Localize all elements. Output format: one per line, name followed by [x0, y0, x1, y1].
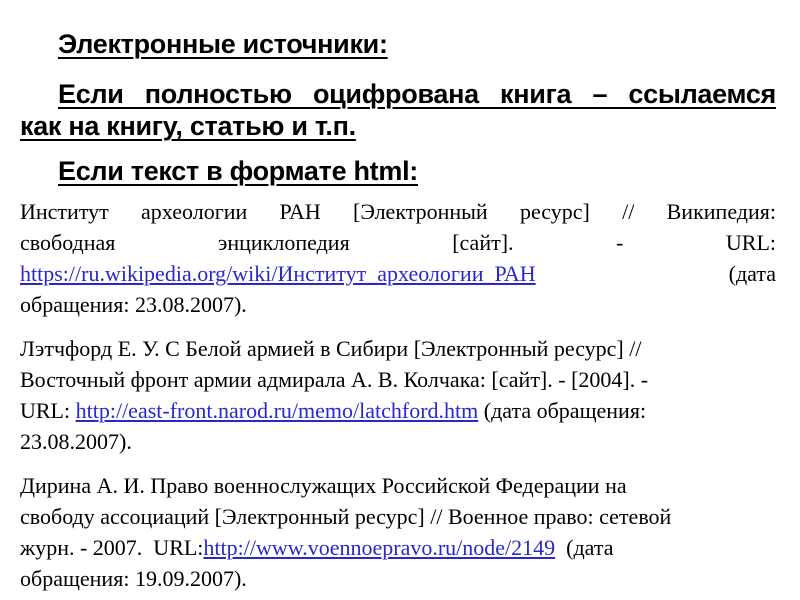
citation-line [20, 289, 776, 320]
citation-line [20, 426, 776, 457]
citation-text: URL: [20, 398, 76, 423]
citation-line [20, 227, 776, 258]
citation-line [20, 563, 776, 594]
citation-east-front [20, 333, 776, 457]
citation-line [20, 470, 776, 501]
citation-text: (дата [555, 535, 614, 560]
citation-text: Восточный фронт армии адмирала А. В. Колчака: [сайт]. - [2004]. - [20, 367, 649, 392]
citation-text: Институт археологии РАН [Электронный ресурс] // Википедия: [20, 199, 776, 224]
heading-electronic-sources-text: Электронные источники: [58, 29, 388, 59]
citation-voennoepravo [20, 470, 776, 594]
citation-text: Лэтчфорд Е. У. С Белой армией в Сибири [Электронный ресурс] // [20, 336, 642, 361]
citation-text: обращения: 19.09.2007). [20, 566, 247, 591]
citation-line [20, 258, 776, 289]
heading-html-format-rule-text: Если текст в формате html: [58, 156, 418, 186]
citation-line [20, 333, 776, 364]
citation-text: журн. - 2007. URL: [20, 535, 204, 560]
citation-text: (дата [535, 261, 776, 286]
citation-text: обращения: 23.08.2007). [20, 292, 247, 317]
citation-text: 23.08.2007). [20, 429, 132, 454]
heading-electronic-sources [20, 28, 776, 60]
citation-line [20, 501, 776, 532]
citation-text: (дата обращения: [478, 398, 647, 423]
link-east-front-url[interactable]: http://east-front.narod.ru/memo/latchford.htm [75, 398, 479, 423]
citation-text: свободная энциклопедия [сайт]. - URL: [20, 230, 776, 255]
citations [20, 196, 776, 594]
link-wikipedia-url[interactable]: https://ru.wikipedia.org/wiki/Институт_археологии_РАН [20, 261, 536, 286]
heading-html-format-rule [20, 155, 776, 187]
citation-line [20, 196, 776, 227]
citation-line [20, 364, 776, 395]
citation-line [20, 395, 776, 426]
citation-text: свободу ассоциаций [Электронный ресурс] // Военное право: сетевой [20, 504, 672, 529]
heading-digitized-book-rule-line1: Если полностью оцифрована книга – ссылаемся [58, 79, 776, 109]
citation-line [20, 532, 776, 563]
heading-digitized-book-rule-line2: как на книгу, статью и т.п. [20, 111, 356, 141]
link-voennoepravo-url[interactable]: http://www.voennoepravo.ru/node/2149 [203, 535, 556, 560]
citation-wikipedia [20, 196, 776, 320]
citation-text: Дирина А. И. Право военнослужащих Российской Федерации на [20, 473, 627, 498]
heading-digitized-book-rule [20, 78, 776, 142]
